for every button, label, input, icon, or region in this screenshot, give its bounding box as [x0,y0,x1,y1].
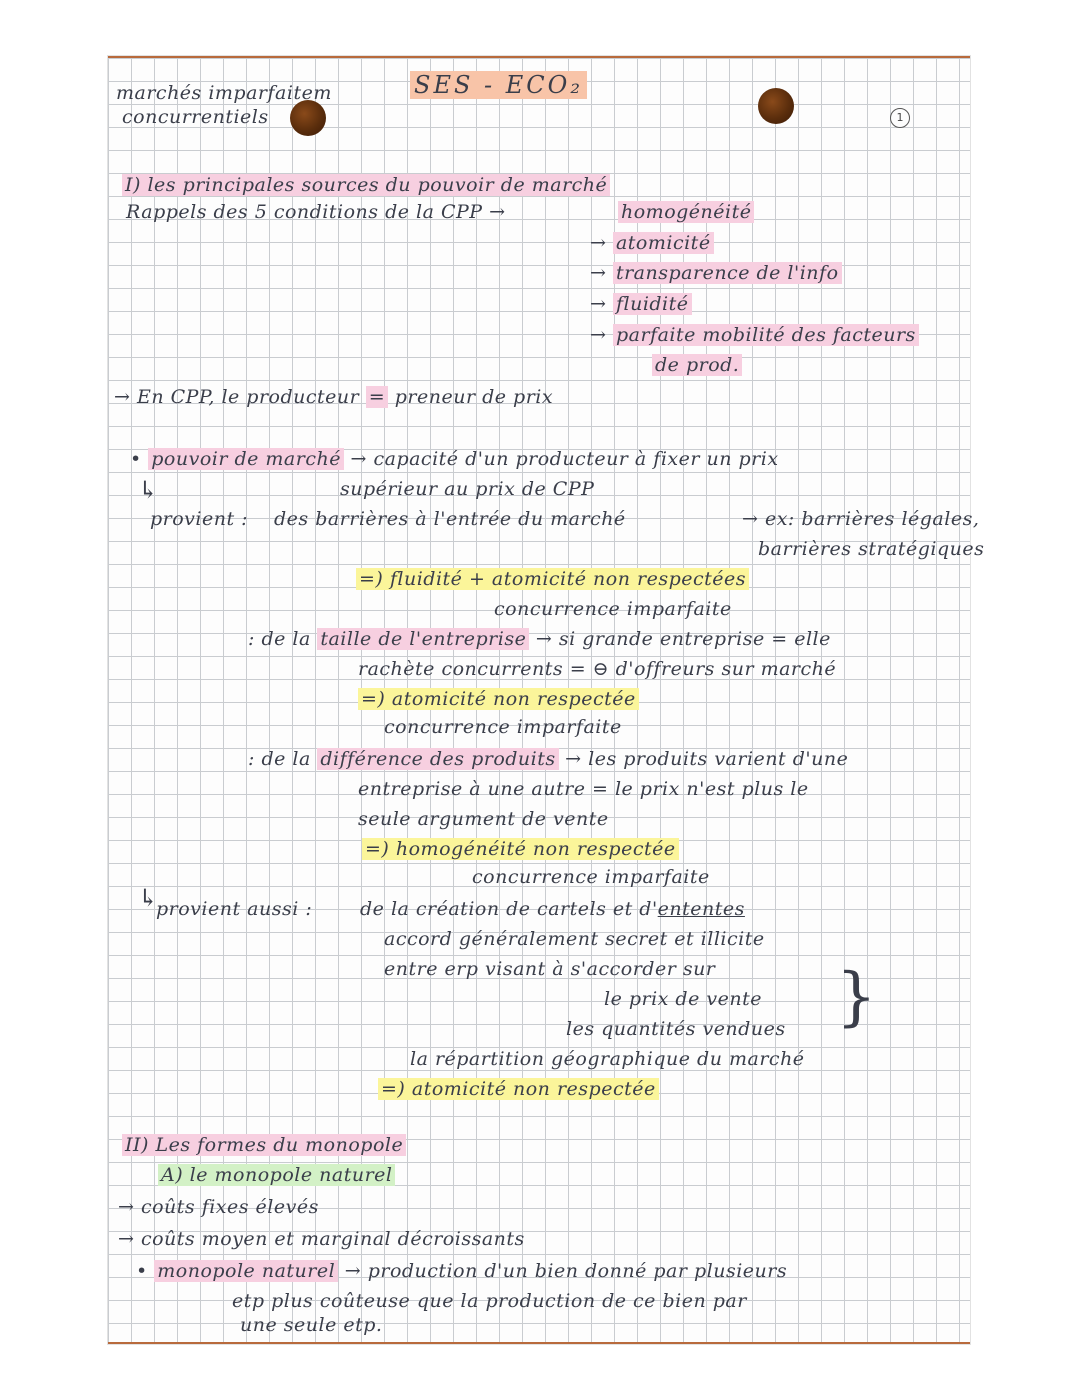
cartels-desc1: accord généralement secret et illicite [384,928,765,950]
monopole-def-line1: • monopole naturel → production d'un bien donné par plusieurs [136,1260,788,1282]
diff-desc3: seule argument de vente [358,808,609,830]
diff-conclusion: =) homogénéité non respectée [362,838,679,860]
diff-line: : de la différence des produits → les produits varient d'une [248,748,849,770]
bullet-1: → coûts fixes élevés [118,1196,319,1218]
pouvoir-def-line1: • pouvoir de marché → capacité d'un producteur à fixer un prix [130,448,779,470]
cartels-item-2: les quantités vendues [566,1018,786,1040]
header-topic-line1: marchés imparfaitem [116,82,332,104]
provient-label: provient : [150,508,249,530]
page-number: 1 [890,108,910,128]
taille-concurrence: concurrence imparfaite [384,716,622,738]
barrieres-ex1: → ex: barrières légales, [742,508,980,530]
cartels-conclusion: =) atomicité non respectée [378,1078,659,1100]
cartels-item-3: la répartition géographique du marché [410,1048,805,1070]
section1-title: I) les principales sources du pouvoir de marché [122,174,610,196]
brace-mark: } [836,960,877,1034]
section2-title: II) Les formes du monopole [122,1134,406,1156]
rappels-intro: Rappels des 5 conditions de la CPP → [126,201,506,223]
arrow-mark: ↳ [138,884,159,912]
punch-hole [758,88,794,124]
cartels-line: de la création de cartels et d'ententes [360,898,745,920]
condition-2: → atomicité [590,232,714,254]
diff-concurrence: concurrence imparfaite [472,866,710,888]
cpp-line: → En CPP, le producteur = preneur de prix [114,386,554,408]
monopole-def-line3: une seule etp. [240,1314,383,1336]
monopole-def-line2: etp plus coûteuse que la production de ce bien par [232,1290,747,1312]
pouvoir-def-line2: supérieur au prix de CPP [340,478,595,500]
condition-5: → parfaite mobilité des facteurs [590,324,919,346]
condition-3: → transparence de l'info [590,262,842,284]
aussi-label: provient aussi : [156,898,313,920]
cartels-desc2: entre erp visant à s'accorder sur [384,958,716,980]
header-topic-line2: concurrentiels [122,106,269,128]
page-title: SES - ECO₂ [410,74,587,96]
barrieres-line: des barrières à l'entrée du marché [274,508,626,530]
condition-1: homogénéité [618,201,754,223]
cartels-item-1: le prix de vente [604,988,762,1010]
punch-hole [290,100,326,136]
section2-subtitle: A) le monopole naturel [158,1164,395,1186]
diff-desc2: entreprise à une autre = le prix n'est plus le [358,778,809,800]
barrieres-conclusion: =) fluidité + atomicité non respectées [356,568,749,590]
arrow-mark: ↳ [138,476,159,504]
taille-line: : de la taille de l'entreprise → si grande entreprise = elle [248,628,831,650]
taille-desc2: rachète concurrents = ⊖ d'offreurs sur marché [358,658,837,680]
condition-4: → fluidité [590,293,692,315]
condition-5-cont: de prod. [652,354,742,376]
bullet-2: → coûts moyen et marginal décroissants [118,1228,525,1250]
barrieres-ex2: barrières stratégiques [758,538,985,560]
taille-conclusion: =) atomicité non respectée [358,688,639,710]
barrieres-concurrence: concurrence imparfaite [494,598,732,620]
